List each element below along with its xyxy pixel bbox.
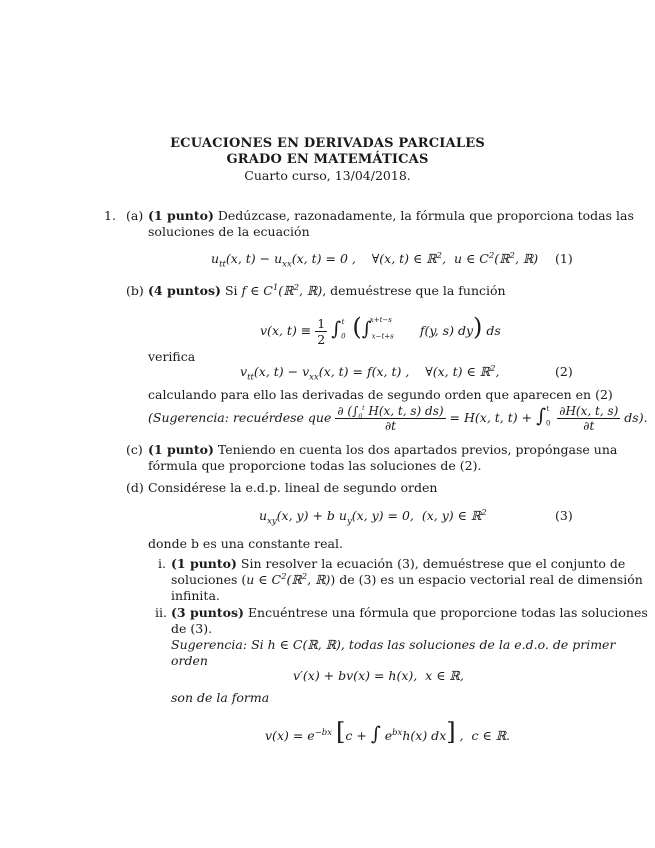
part-d-i-label: i. bbox=[158, 556, 166, 571]
part-d-ii-label: ii. bbox=[155, 605, 167, 620]
part-b-label: (b) bbox=[126, 283, 144, 298]
part-b-space: f ∈ $C^1(ℝ^2$, ℝ) bbox=[241, 282, 323, 298]
equation-1: $u_{tt}(x$, $t) - u_{xx}(x$, t) = 0 , ∀(x, t) ∈ ℝ$^2$, u ∈ $C^2(ℝ^2$, ℝ) bbox=[211, 250, 539, 270]
part-d-ii-sug1a: Sugerencia: Si bbox=[171, 637, 264, 652]
part-b-calculando: calculando para ello las derivadas de segundo orden que aparecen en (2) bbox=[148, 387, 613, 402]
part-d-ii-sug1b: , todas las soluciones de la e.d.o. de primer bbox=[340, 637, 616, 652]
part-d-ii-text2: de (3). bbox=[171, 621, 213, 636]
part-d-i-text3: infinita. bbox=[171, 588, 220, 603]
part-c-text2: fórmula que proporcione todas las soluciones de (2). bbox=[148, 458, 482, 473]
equation-3-number: (3) bbox=[555, 508, 573, 523]
part-d-i-points: (1 punto) bbox=[171, 556, 237, 571]
problem-number: 1. bbox=[104, 208, 116, 223]
part-d-i-text1: Sin resolver la ecuación (3), demuéstrese que el conjunto de bbox=[240, 556, 626, 571]
part-b-hint: (Sugerencia: recuérdese que $\frac{\partial (\int_0^t H(x, t, s) ds)}{\partial t}$ = H(x, t, $t) + \int_0^t$ $\frac{\partial H(x, t, s)}{\partial t}$ ds). bbox=[148, 404, 648, 433]
part-d-i-space: u ∈ $C^2(ℝ^2$, ℝ) bbox=[246, 571, 331, 587]
part-d-ii-line1 bbox=[171, 605, 648, 620]
equation-2: $v_{tt}(x$, $t) - v_{xx}(x$, t) = f(x, t) , ∀(x, t) ∈ ℝ$^2$, bbox=[240, 363, 500, 383]
part-b-si: Si bbox=[224, 283, 238, 298]
part-a-label: (a) bbox=[126, 208, 144, 223]
part-d-ii-points: (3 puntos) bbox=[171, 605, 244, 620]
part-d-donde: donde b es una constante real. bbox=[148, 536, 343, 551]
part-b-line1 bbox=[148, 283, 506, 298]
part-d-ii-sug2: orden bbox=[171, 653, 208, 668]
part-b-verifica: verifica bbox=[148, 349, 196, 364]
equation-1-number: (1) bbox=[555, 251, 573, 266]
part-d-i-text2b: ) de (3) es un espacio vectorial real de dimensión bbox=[330, 572, 643, 587]
part-a-text2: soluciones de la ecuación bbox=[148, 224, 310, 239]
equation-ode: v′(x) + bv(x) = h(x), x ∈ ℝ, bbox=[293, 668, 464, 683]
part-a-line1 bbox=[148, 208, 634, 223]
part-a-text1: Dedúzcase, razonadamente, la fórmula que proporciona todas las bbox=[217, 208, 634, 223]
part-c-line1 bbox=[148, 442, 617, 457]
part-c-points: (1 punto) bbox=[148, 442, 214, 457]
part-d-i-line2 bbox=[171, 572, 643, 587]
equation-2-number: (2) bbox=[555, 364, 573, 379]
exam-title: ECUACIONES EN DERIVADAS PARCIALES bbox=[170, 136, 485, 151]
part-d-label: (d) bbox=[126, 480, 144, 495]
exam-date: Cuarto curso, 13/04/2018. bbox=[244, 168, 411, 183]
part-d-ii-h-space: h ∈ C(ℝ, ℝ) bbox=[267, 637, 341, 652]
part-d-ii-sug1 bbox=[171, 637, 615, 652]
part-d-ii-sug3: son de la forma bbox=[171, 690, 270, 705]
part-b-sugerencia: (Sugerencia: recuérdese que bbox=[148, 410, 332, 425]
part-a-points: (1 punto) bbox=[148, 208, 214, 223]
part-d-text1: Considérese la e.d.p. lineal de segundo orden bbox=[148, 480, 438, 495]
part-b-text1: , demuéstrese que la función bbox=[322, 283, 506, 298]
part-d-ii-text1: Encuéntrese una fórmula que proporcione todas las soluciones bbox=[247, 605, 648, 620]
part-c-text1: Teniendo en cuenta los dos apartados previos, propóngase una bbox=[217, 442, 618, 457]
part-c-label: (c) bbox=[126, 442, 143, 457]
equation-3: $u_{xy}(x$, y) + b $u_y(x$, y) = 0, (x, y) ∈ ℝ$^2$ bbox=[259, 507, 487, 527]
exam-subtitle: GRADO EN MATEMÁTICAS bbox=[226, 152, 429, 167]
part-d-i-text2a: soluciones ( bbox=[171, 572, 247, 587]
part-b-points: (4 puntos) bbox=[148, 283, 221, 298]
equation-ode-solution: $v(x) = e^{-bx}$ [c + ∫ $e^{bx}h(x)$ dx] , c ∈ ℝ. bbox=[265, 718, 511, 746]
part-d-i-line1 bbox=[171, 556, 625, 571]
equation-v: v(x, t) ≡ $\frac{1}{2}$ $\int_0^t$ ($\int_{x-t+s}^{x+t-s}$ f(y, s) dy) ds bbox=[260, 313, 501, 347]
